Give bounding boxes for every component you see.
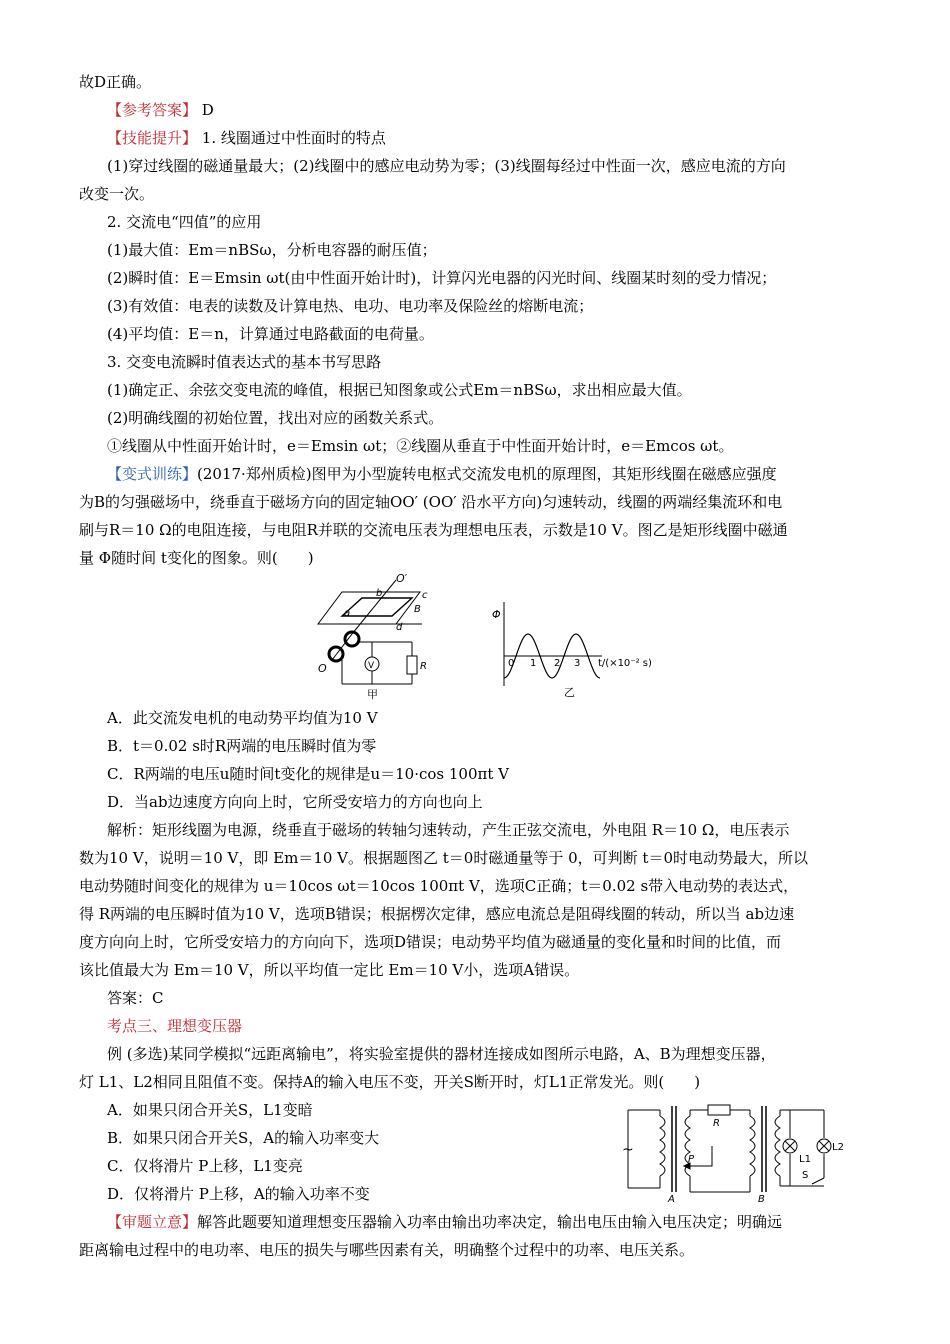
label-r: R bbox=[420, 661, 427, 672]
text-line: 量 Φ随时间 t变化的图象。则( ) bbox=[79, 549, 314, 567]
variant-line bbox=[107, 464, 777, 484]
example-option-c: C．仅将滑片 P上移，L1变亮 bbox=[107, 1157, 303, 1175]
answer-value: D bbox=[201, 101, 214, 119]
switch-s bbox=[812, 1178, 824, 1184]
tick-2: 2 bbox=[554, 658, 561, 669]
example-option-d: D．仅将滑片 P上移，A的输入功率不变 bbox=[107, 1185, 370, 1203]
text-line: (1)穿过线圈的磁通量最大；(2)线圈中的感应电动势为零；(3)线圈每经过中性面一次，感应电流的方向 bbox=[107, 157, 786, 175]
skill-1-title: 1. 线圈通过中性面时的特点 bbox=[201, 129, 386, 147]
transformer-b-secondary bbox=[775, 1116, 780, 1176]
analysis-line: 得 R两端的电压瞬时值为10 V，选项B错误；根据楞次定律，感应电流总是阻碍线圈的转动，所以当 ab边速 bbox=[79, 905, 795, 923]
label-phi: Φ bbox=[492, 608, 501, 621]
label-v: V bbox=[368, 661, 375, 671]
example-line: 灯 L1、L2相同且阻值不变。保持A的输入电压不变，开关S断开时，灯L1正常发光。则( ) bbox=[79, 1073, 701, 1091]
analysis-line: 该比值最大为 Em＝10 V，所以平均值一定比 Em＝10 V小，选项A错误。 bbox=[79, 961, 580, 979]
text-line: (2)瞬时值：E＝Emsin ωt(由中性面开始计时)，计算闪光电器的闪光时间、线圈某时刻的受力情况； bbox=[107, 269, 777, 287]
analysis-answer: 答案：C bbox=[107, 989, 164, 1007]
label-o-prime: O′ bbox=[396, 572, 408, 585]
transmission-circuit bbox=[616, 1100, 850, 1204]
text-line: 刷与R＝10 Ω的电阻连接，与电阻R并联的交流电压表为理想电压表，示数是10 V。图乙是矩形线圈中磁通 bbox=[79, 521, 788, 539]
skill-tag: 【技能提升】 bbox=[107, 129, 198, 147]
text-line: (2)明确线圈的初始位置，找出对应的函数关系式。 bbox=[107, 409, 444, 427]
answer-line bbox=[107, 100, 214, 120]
variant-text: (2017·郑州质检)图甲为小型旋转电枢式交流发电机的原理图，其矩形线圈在磁感应强度 bbox=[197, 465, 777, 483]
option-c: C．R两端的电压u随时间t变化的规律是u＝10·cos 100πt V bbox=[107, 765, 509, 783]
magnetic-field-plane bbox=[318, 592, 420, 624]
text-line: 改变一次。 bbox=[79, 185, 155, 203]
intent-text: 解答此题要知道理想变压器输入功率由输出功率决定，输出电压由输入电压决定；明确远 bbox=[197, 1213, 783, 1231]
label-transformer-a: A bbox=[668, 1194, 675, 1204]
transformer-a-primary bbox=[660, 1116, 665, 1176]
label-p: P bbox=[688, 1154, 695, 1165]
text-line: 故D正确。 bbox=[79, 73, 152, 91]
rotation-axis bbox=[352, 580, 396, 634]
text-line: 为B的匀强磁场中，绕垂直于磁场方向的固定轴OO′ (OO′ 沿水平方向)匀速转动，线圈的两端经集流环和电 bbox=[79, 493, 783, 511]
skill-heading bbox=[107, 128, 386, 148]
label-b: b bbox=[376, 588, 383, 599]
coil-loop bbox=[342, 598, 412, 616]
text-line: ①线圈从中性面开始计时，e＝Emsin ωt；②线圈从垂直于中性面开始计时，e＝Emcos ωt。 bbox=[107, 437, 734, 455]
text-line: 3. 交变电流瞬时值表达式的基本书写思路 bbox=[107, 353, 382, 371]
label-s: S bbox=[802, 1170, 809, 1181]
tick-1: 1 bbox=[530, 658, 537, 669]
label-a: a bbox=[344, 608, 351, 619]
text-line: (1)最大值：Em＝nBSω，分析电容器的耐压值； bbox=[107, 241, 437, 259]
label-l1: L1 bbox=[799, 1154, 811, 1165]
intent-line: 距离输电过程中的电功率、电压的损失与哪些因素有关，明确整个过程中的功率、电压关系。 bbox=[79, 1241, 695, 1259]
variant-tag: 【变式训练】 bbox=[107, 465, 198, 483]
example-line: 例 (多选)某同学模拟“远距离输电”，将实验室提供的器材连接成如图所示电路，A、B为理想变压器， bbox=[107, 1045, 776, 1063]
label-o: O bbox=[318, 662, 327, 675]
label-transformer-b: B bbox=[758, 1194, 765, 1204]
text-line: (4)平均值：E＝n，计算通过电路截面的电荷量。 bbox=[107, 325, 434, 343]
transformer-b-primary bbox=[750, 1116, 755, 1176]
text-line: 2. 交流电“四值”的应用 bbox=[107, 213, 262, 231]
analysis-line: 电动势随时间变化的规律为 u＝10cos ωt＝10cos 100πt V，选项C正确；t＝0.02 s带入电动势的表达式， bbox=[79, 877, 799, 895]
figure-jia-caption: 甲 bbox=[367, 688, 378, 701]
label-d: d bbox=[396, 622, 403, 633]
analysis-line: 解析：矩形线圈为电源，绕垂直于磁场的转轴匀速转动，产生正弦交流电，外电阻 R＝10 Ω，电压表示 bbox=[107, 821, 790, 839]
answer-tag: 【参考答案】 bbox=[107, 101, 198, 119]
analysis-line: 度方向向上时，它所受安培力的方向向下，选项D错误；电动势平均值为磁通量的变化量和时间的比值，而 bbox=[79, 933, 782, 951]
time-axis-label: t/(×10⁻² s) bbox=[598, 658, 652, 669]
label-r: R bbox=[713, 1118, 720, 1129]
analysis-line: 数为10 V，说明＝10 V，即 Em＝10 V。根据题图乙 t＝0时磁通量等于 0，可判断 t＝0时电动势最大，所以 bbox=[79, 849, 808, 867]
text-line: (1)确定正、余弦交变电流的峰值，根据已知图象或公式Em＝nBSω，求出相应最大值。 bbox=[107, 381, 692, 399]
option-a: A．此交流发电机的电动势平均值为10 V bbox=[107, 709, 378, 727]
option-b: B．t＝0.02 s时R两端的电压瞬时值为零 bbox=[107, 737, 377, 755]
tick-0: 0 bbox=[508, 658, 515, 669]
example-option-b: B．如果只闭合开关S，A的输入功率变大 bbox=[107, 1129, 380, 1147]
resistor-symbol bbox=[407, 656, 417, 674]
section-heading: 考点三、理想变压器 bbox=[107, 1017, 243, 1035]
text-line: (3)有效值：电表的读数及计算电热、电功、电功率及保险丝的熔断电流； bbox=[107, 297, 594, 315]
generator-diagram bbox=[312, 572, 452, 702]
intent-line bbox=[107, 1212, 782, 1232]
tick-3: 3 bbox=[574, 658, 581, 669]
example-option-a: A．如果只闭合开关S，L1变暗 bbox=[107, 1101, 313, 1119]
line-resistor bbox=[708, 1105, 730, 1115]
label-l2: L2 bbox=[832, 1142, 844, 1153]
ac-source-symbol: ~ bbox=[622, 1142, 634, 1158]
label-c: c bbox=[422, 590, 428, 601]
label-B: B bbox=[414, 604, 421, 615]
flux-graph bbox=[488, 600, 664, 704]
option-d: D．当ab边速度方向向上时，它所受安培力的方向也向上 bbox=[107, 793, 483, 811]
intent-tag: 【审题立意】 bbox=[107, 1213, 198, 1231]
figure-yi-caption: 乙 bbox=[564, 686, 575, 699]
